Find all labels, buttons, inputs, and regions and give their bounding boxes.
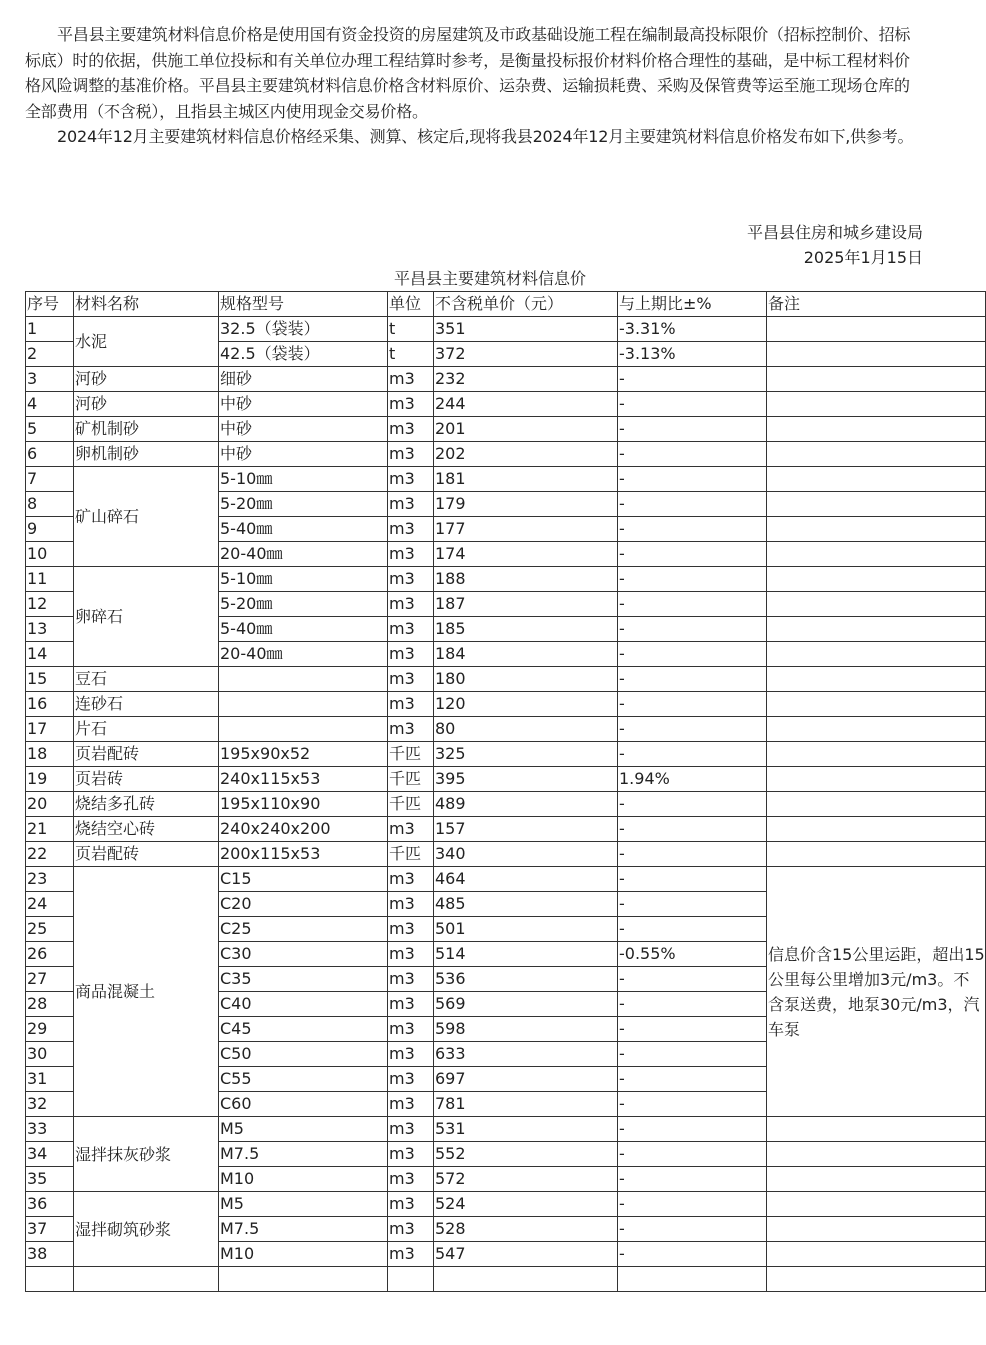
cell-no: 35 [26, 1167, 74, 1192]
cell-no: 18 [26, 742, 74, 767]
cell-price: 395 [434, 767, 618, 792]
cell-unit: m3 [388, 1067, 434, 1092]
cell-price: 80 [434, 717, 618, 742]
cell-unit: t [388, 342, 434, 367]
table-row [26, 767, 986, 792]
cell-material-name: 烧结空心砖 [74, 817, 219, 842]
cell-unit: m3 [388, 1042, 434, 1067]
cell-spec: 32.5（袋装） [219, 317, 388, 342]
table-row [26, 692, 986, 717]
cell-unit: 千匹 [388, 767, 434, 792]
header-name: 材料名称 [74, 292, 219, 317]
cell-spec: 5-10㎜ [219, 567, 388, 592]
cell-no: 2 [26, 342, 74, 367]
cell-change: - [618, 1067, 767, 1092]
cell-change: - [618, 692, 767, 717]
cell-no: 19 [26, 767, 74, 792]
cell-change: - [618, 1242, 767, 1267]
cell-remark [767, 592, 986, 617]
cell-no: 32 [26, 1092, 74, 1117]
cell-remark [767, 767, 986, 792]
cell-remark [767, 667, 986, 692]
cell-remark [767, 492, 986, 517]
cell-price: 120 [434, 692, 618, 717]
cell-spec: C20 [219, 892, 388, 917]
cell-unit: m3 [388, 642, 434, 667]
cell-remark [767, 542, 986, 567]
cell-spec: M10 [219, 1167, 388, 1192]
cell-remark [767, 417, 986, 442]
cell-change: - [618, 417, 767, 442]
cell-remark [767, 317, 986, 342]
cell-change: -3.13% [618, 342, 767, 367]
cell-unit: m3 [388, 592, 434, 617]
header-unit: 单位 [388, 292, 434, 317]
cell-spec: M5 [219, 1117, 388, 1142]
cell-unit: m3 [388, 1167, 434, 1192]
cell-no: 4 [26, 392, 74, 417]
cell-material-name: 连砂石 [74, 692, 219, 717]
cell-change: - [618, 967, 767, 992]
cell-unit: m3 [388, 1142, 434, 1167]
cell-unit: m3 [388, 617, 434, 642]
cell-price: 552 [434, 1142, 618, 1167]
cell-unit: m3 [388, 942, 434, 967]
cell-price: 531 [434, 1117, 618, 1142]
cell-no: 25 [26, 917, 74, 942]
cell-no: 31 [26, 1067, 74, 1092]
cell-spec: C40 [219, 992, 388, 1017]
table-row [26, 467, 986, 492]
table-header-row [26, 292, 986, 317]
cell-price: 501 [434, 917, 618, 942]
cell-spec: M7.5 [219, 1142, 388, 1167]
cell-empty [388, 1267, 434, 1292]
cell-remark [767, 717, 986, 742]
cell-spec: M10 [219, 1242, 388, 1267]
header-note: 备注 [767, 292, 986, 317]
cell-unit: m3 [388, 467, 434, 492]
cell-no: 34 [26, 1142, 74, 1167]
issue-date: 2025年1月15日 [803, 248, 923, 267]
cell-remark [767, 692, 986, 717]
cell-spec: C45 [219, 1017, 388, 1042]
cell-unit: m3 [388, 1217, 434, 1242]
cell-spec: 5-40㎜ [219, 617, 388, 642]
table-title: 平昌县主要建筑材料信息价 [393, 269, 586, 288]
cell-spec: 42.5（袋装） [219, 342, 388, 367]
cell-spec: 5-40㎜ [219, 517, 388, 542]
table-row [26, 317, 986, 342]
cell-change: - [618, 892, 767, 917]
cell-remark [767, 1167, 986, 1192]
cell-change: - [618, 492, 767, 517]
cell-remark [767, 1142, 986, 1167]
cell-price: 181 [434, 467, 618, 492]
cell-price: 177 [434, 517, 618, 542]
cell-unit: m3 [388, 867, 434, 892]
cell-change: - [618, 1192, 767, 1217]
cell-price: 174 [434, 542, 618, 567]
cell-no: 24 [26, 892, 74, 917]
cell-spec: 中砂 [219, 392, 388, 417]
cell-spec: M5 [219, 1192, 388, 1217]
cell-material-name: 湿拌砌筑砂浆 [74, 1192, 219, 1267]
cell-unit: m3 [388, 517, 434, 542]
cell-no: 22 [26, 842, 74, 867]
cell-unit: m3 [388, 492, 434, 517]
cell-material-name: 矿山碎石 [74, 467, 219, 567]
cell-no: 38 [26, 1242, 74, 1267]
cell-change: - [618, 542, 767, 567]
cell-remark [767, 617, 986, 642]
cell-change: - [618, 642, 767, 667]
intro-paragraph-2: 2024年12月主要建筑材料信息价格经采集、测算、核定后,现将我县2024年12月主要建筑材料信息价格发布如下,供参考。 [57, 127, 914, 146]
cell-change: - [618, 1117, 767, 1142]
cell-price: 180 [434, 667, 618, 692]
cell-unit: m3 [388, 1017, 434, 1042]
cell-spec [219, 692, 388, 717]
cell-no: 11 [26, 567, 74, 592]
cell-no: 14 [26, 642, 74, 667]
cell-remark [767, 742, 986, 767]
table-row [26, 567, 986, 592]
cell-unit: t [388, 317, 434, 342]
cell-material-name: 页岩砖 [74, 767, 219, 792]
cell-no: 30 [26, 1042, 74, 1067]
cell-no: 8 [26, 492, 74, 517]
cell-change: - [618, 1017, 767, 1042]
table-row [26, 417, 986, 442]
cell-material-name: 卵碎石 [74, 567, 219, 667]
table-row [26, 717, 986, 742]
cell-price: 157 [434, 817, 618, 842]
cell-unit: m3 [388, 542, 434, 567]
table-row [26, 392, 986, 417]
table-row [26, 667, 986, 692]
cell-price: 569 [434, 992, 618, 1017]
table-row [26, 817, 986, 842]
cell-price: 187 [434, 592, 618, 617]
cell-spec: C50 [219, 1042, 388, 1067]
cell-spec: 195x90x52 [219, 742, 388, 767]
cell-no: 27 [26, 967, 74, 992]
cell-remark [767, 817, 986, 842]
cell-spec: C55 [219, 1067, 388, 1092]
cell-price: 514 [434, 942, 618, 967]
cell-unit: m3 [388, 692, 434, 717]
cell-material-name: 河砂 [74, 392, 219, 417]
cell-price: 489 [434, 792, 618, 817]
cell-empty [767, 1267, 986, 1292]
cell-price: 201 [434, 417, 618, 442]
cell-price: 781 [434, 1092, 618, 1117]
cell-no: 17 [26, 717, 74, 742]
cell-spec [219, 667, 388, 692]
cell-no: 3 [26, 367, 74, 392]
header-spec: 规格型号 [219, 292, 388, 317]
cell-no: 6 [26, 442, 74, 467]
cell-change: 1.94% [618, 767, 767, 792]
table-row [26, 867, 986, 892]
cell-unit: m3 [388, 1092, 434, 1117]
cell-change: - [618, 792, 767, 817]
cell-change: - [618, 367, 767, 392]
header-price: 不含税单价（元） [434, 292, 618, 317]
cell-no: 12 [26, 592, 74, 617]
cell-material-name: 矿机制砂 [74, 417, 219, 442]
cell-material-name: 豆石 [74, 667, 219, 692]
cell-no: 20 [26, 792, 74, 817]
cell-material-name: 页岩配砖 [74, 842, 219, 867]
cell-empty [434, 1267, 618, 1292]
cell-no: 28 [26, 992, 74, 1017]
cell-change: - [618, 592, 767, 617]
cell-spec: 20-40㎜ [219, 542, 388, 567]
price-table [25, 291, 986, 1292]
cell-change: - [618, 392, 767, 417]
cell-material-name: 烧结多孔砖 [74, 792, 219, 817]
cell-no: 23 [26, 867, 74, 892]
table-row [26, 367, 986, 392]
cell-spec: C35 [219, 967, 388, 992]
cell-price: 232 [434, 367, 618, 392]
cell-remark [767, 367, 986, 392]
cell-change: - [618, 617, 767, 642]
header-change: 与上期比±% [618, 292, 767, 317]
cell-no: 10 [26, 542, 74, 567]
cell-material-name: 片石 [74, 717, 219, 742]
cell-no: 33 [26, 1117, 74, 1142]
cell-no: 5 [26, 417, 74, 442]
cell-material-name: 河砂 [74, 367, 219, 392]
issuing-organization: 平昌县住房和城乡建设局 [746, 223, 923, 242]
cell-price: 184 [434, 642, 618, 667]
cell-unit: m3 [388, 992, 434, 1017]
cell-change: -0.55% [618, 942, 767, 967]
cell-price: 340 [434, 842, 618, 867]
cell-material-name: 卵机制砂 [74, 442, 219, 467]
table-row [26, 742, 986, 767]
cell-spec [219, 717, 388, 742]
cell-change: - [618, 567, 767, 592]
intro-text [25, 22, 925, 150]
cell-price: 547 [434, 1242, 618, 1267]
cell-no: 26 [26, 942, 74, 967]
cell-spec: 20-40㎜ [219, 642, 388, 667]
cell-price: 351 [434, 317, 618, 342]
table-row [26, 792, 986, 817]
cell-price: 244 [434, 392, 618, 417]
cell-spec: M7.5 [219, 1217, 388, 1242]
table-row [26, 1117, 986, 1142]
cell-price: 179 [434, 492, 618, 517]
cell-spec: 200x115x53 [219, 842, 388, 867]
cell-price: 485 [434, 892, 618, 917]
cell-no: 36 [26, 1192, 74, 1217]
cell-no: 21 [26, 817, 74, 842]
cell-material-name: 水泥 [74, 317, 219, 367]
cell-remark [767, 517, 986, 542]
cell-empty [26, 1267, 74, 1292]
cell-spec: 5-20㎜ [219, 492, 388, 517]
cell-price: 633 [434, 1042, 618, 1067]
cell-empty [618, 1267, 767, 1292]
cell-change: - [618, 717, 767, 742]
cell-no: 37 [26, 1217, 74, 1242]
cell-unit: m3 [388, 817, 434, 842]
cell-unit: m3 [388, 967, 434, 992]
cell-no: 1 [26, 317, 74, 342]
cell-spec: C30 [219, 942, 388, 967]
cell-material-name: 商品混凝土 [74, 867, 219, 1117]
intro-paragraph-1: 平昌县主要建筑材料信息价格是使用国有资金投资的房屋建筑及市政基础设施工程在编制最高投标限价（招标控制价、招标标底）时的依据，供施工单位投标和有关单位办理工程结算时参考，是衡量投标报价材料价格合理性的基础，是中标工程材料价格风险调整的基准价格。平昌县主要建筑材料信息价格含材料原价、运杂费、运输损耗费、采购及保管费等运至施工现场仓库的全部费用（不含税），且指县主城区内使用现金交易价格。 [25, 25, 911, 121]
cell-price: 372 [434, 342, 618, 367]
cell-change: - [618, 517, 767, 542]
cell-spec: 240x115x53 [219, 767, 388, 792]
cell-unit: m3 [388, 717, 434, 742]
cell-price: 188 [434, 567, 618, 592]
cell-spec: C15 [219, 867, 388, 892]
cell-spec: 5-20㎜ [219, 592, 388, 617]
cell-unit: m3 [388, 417, 434, 442]
cell-change: - [618, 1217, 767, 1242]
cell-spec: 中砂 [219, 417, 388, 442]
cell-material-name: 页岩配砖 [74, 742, 219, 767]
cell-change: - [618, 992, 767, 1017]
cell-price: 528 [434, 1217, 618, 1242]
header-no: 序号 [26, 292, 74, 317]
cell-change: - [618, 467, 767, 492]
cell-price: 464 [434, 867, 618, 892]
cell-unit: m3 [388, 1192, 434, 1217]
cell-change: - [618, 442, 767, 467]
cell-change: - [618, 1042, 767, 1067]
cell-remark [767, 567, 986, 592]
cell-change: - [618, 817, 767, 842]
cell-unit: m3 [388, 892, 434, 917]
cell-remark [767, 467, 986, 492]
cell-remark [767, 1192, 986, 1217]
cell-change: -3.31% [618, 317, 767, 342]
cell-no: 16 [26, 692, 74, 717]
cell-change: - [618, 1167, 767, 1192]
cell-spec: 5-10㎜ [219, 467, 388, 492]
table-row [26, 1267, 986, 1292]
cell-no: 13 [26, 617, 74, 642]
cell-remark [767, 392, 986, 417]
cell-remark [767, 442, 986, 467]
cell-unit: 千匹 [388, 792, 434, 817]
cell-empty [219, 1267, 388, 1292]
cell-change: - [618, 867, 767, 892]
cell-spec: 中砂 [219, 442, 388, 467]
cell-unit: m3 [388, 367, 434, 392]
cell-change: - [618, 1142, 767, 1167]
cell-material-name: 湿拌抹灰砂浆 [74, 1117, 219, 1192]
cell-spec: C60 [219, 1092, 388, 1117]
cell-spec: 细砂 [219, 367, 388, 392]
cell-no: 15 [26, 667, 74, 692]
cell-price: 598 [434, 1017, 618, 1042]
cell-change: - [618, 742, 767, 767]
table-row [26, 842, 986, 867]
cell-unit: m3 [388, 1117, 434, 1142]
cell-no: 7 [26, 467, 74, 492]
cell-remark [767, 342, 986, 367]
cell-change: - [618, 842, 767, 867]
cell-price: 697 [434, 1067, 618, 1092]
cell-unit: m3 [388, 917, 434, 942]
cell-price: 536 [434, 967, 618, 992]
cell-remark [767, 1242, 986, 1267]
cell-unit: m3 [388, 442, 434, 467]
cell-price: 202 [434, 442, 618, 467]
cell-spec: 240x240x200 [219, 817, 388, 842]
cell-price: 185 [434, 617, 618, 642]
cell-change: - [618, 1092, 767, 1117]
cell-no: 9 [26, 517, 74, 542]
cell-unit: m3 [388, 1242, 434, 1267]
cell-unit: 千匹 [388, 842, 434, 867]
cell-remark [767, 1217, 986, 1242]
cell-remark [767, 792, 986, 817]
table-row [26, 1192, 986, 1217]
cell-unit: 千匹 [388, 742, 434, 767]
cell-price: 524 [434, 1192, 618, 1217]
cell-change: - [618, 667, 767, 692]
price-table-container [25, 291, 985, 1291]
cell-unit: m3 [388, 392, 434, 417]
cell-price: 572 [434, 1167, 618, 1192]
cell-unit: m3 [388, 567, 434, 592]
cell-spec: C25 [219, 917, 388, 942]
cell-remark [767, 842, 986, 867]
cell-unit: m3 [388, 667, 434, 692]
cell-no: 29 [26, 1017, 74, 1042]
signature-block [747, 220, 923, 270]
table-row [26, 442, 986, 467]
cell-spec: 195x110x90 [219, 792, 388, 817]
cell-empty [74, 1267, 219, 1292]
table-body [26, 317, 986, 1292]
cell-price: 325 [434, 742, 618, 767]
cell-remark: 信息价含15公里运距，超出15公里每公里增加3元/m3。不含泵送费，地泵30元/m3，汽车泵 [767, 867, 986, 1117]
cell-change: - [618, 917, 767, 942]
cell-remark [767, 642, 986, 667]
cell-remark [767, 1117, 986, 1142]
